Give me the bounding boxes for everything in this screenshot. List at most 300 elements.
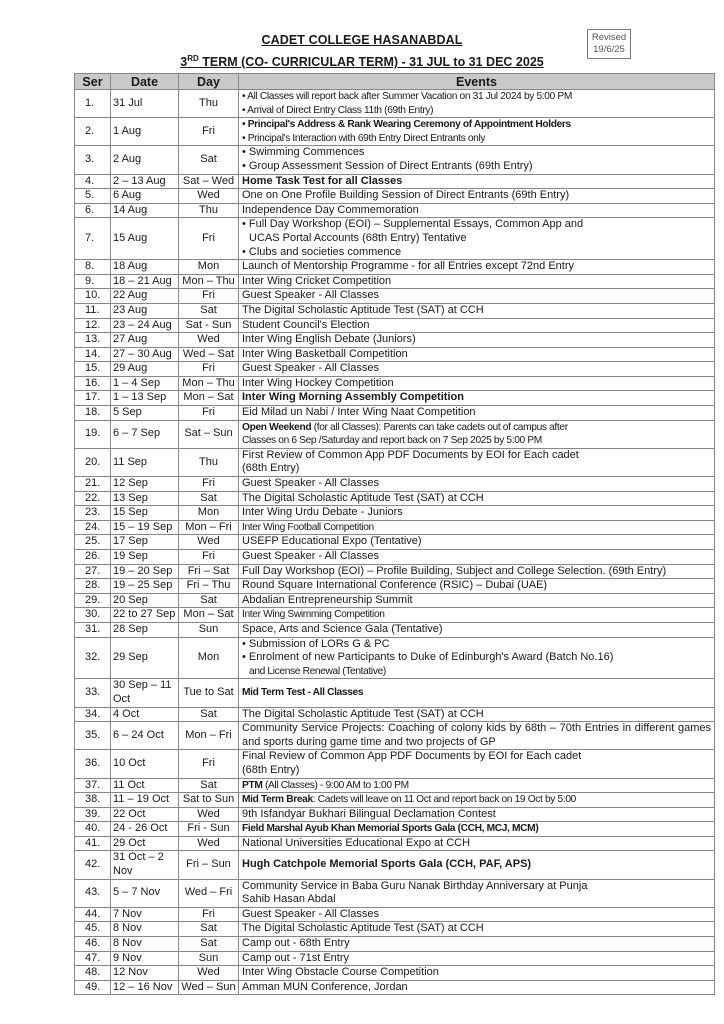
event-line	[242, 362, 711, 376]
day-cell: Fri	[179, 477, 239, 492]
day-cell: Mon – Sat	[179, 391, 239, 406]
ser-cell: 15.	[75, 362, 111, 377]
day-cell: Wed	[179, 836, 239, 851]
date-cell: 6 Aug	[111, 189, 179, 204]
term-range: TERM (CO- CURRICULAR TERM) - 31 JUL to 31 DEC 2025	[198, 55, 544, 70]
event-text: Guest Speaker - All Classes	[242, 289, 379, 302]
date-cell: 1 Aug	[111, 118, 179, 146]
event-line	[242, 750, 711, 764]
event-text: • Full Day Workshop (EOI) – Supplemental Essays, Common App and	[242, 218, 584, 231]
events-cell	[239, 907, 715, 922]
day-cell: Fri	[179, 750, 239, 778]
schedule-table	[74, 73, 715, 995]
ser-cell: 28.	[75, 579, 111, 594]
events-cell	[239, 836, 715, 851]
event-line	[242, 550, 711, 564]
event-line	[242, 966, 711, 980]
date-cell: 20 Sep	[111, 593, 179, 608]
table-row	[75, 333, 715, 348]
event-line	[242, 764, 711, 778]
event-line	[242, 275, 711, 289]
table-row	[75, 879, 715, 907]
table-row	[75, 203, 715, 218]
event-line	[242, 952, 711, 966]
revised-label: Revised	[591, 32, 627, 43]
event-text: UCAS Portal Accounts (68th Entry) Tentative	[249, 231, 467, 244]
date-cell: 27 Aug	[111, 333, 179, 348]
event-line	[242, 638, 711, 652]
table-row	[75, 477, 715, 492]
event-bold-text: PTM	[242, 779, 263, 791]
ser-cell: 2.	[75, 118, 111, 146]
ser-cell: 37.	[75, 778, 111, 793]
revised-date: 19/6/25	[593, 44, 625, 55]
event-line	[242, 434, 711, 448]
event-bold-text: Hugh Catchpole Memorial Sports Gala (CCH, PAF, APS)	[242, 858, 532, 871]
event-line	[242, 319, 711, 333]
event-text: (68th Entry)	[242, 462, 300, 475]
table-row	[75, 980, 715, 995]
day-cell: Sat	[179, 937, 239, 952]
events-cell	[239, 564, 715, 579]
event-line	[242, 118, 711, 132]
table-row	[75, 420, 715, 448]
event-text: Abdalian Entrepreneurship Summit	[242, 593, 413, 606]
event-line	[242, 594, 711, 608]
table-row	[75, 608, 715, 623]
schedule-rows	[75, 90, 715, 995]
events-cell	[239, 822, 715, 837]
event-line	[242, 981, 711, 995]
event-line	[242, 246, 711, 260]
ser-cell: 42.	[75, 851, 111, 879]
events-cell	[239, 174, 715, 189]
table-row	[75, 189, 715, 204]
event-line	[242, 90, 711, 104]
event-line	[242, 858, 711, 872]
events-cell	[239, 637, 715, 679]
ser-cell: 27.	[75, 564, 111, 579]
table-row	[75, 391, 715, 406]
ser-cell: 43.	[75, 879, 111, 907]
event-text: Community Service Projects: Coaching of colony kids by 68th – 70th Entries in different games and sports during game time and two projects of GP	[242, 722, 711, 748]
ser-cell: 6.	[75, 203, 111, 218]
term-number: 3	[180, 55, 188, 70]
event-text: Sahib Hasan Abdal	[242, 893, 336, 906]
day-cell: Wed	[179, 966, 239, 981]
event-text: Inter Wing Swimming Competition	[242, 609, 385, 621]
events-cell	[239, 579, 715, 594]
event-line	[242, 506, 711, 520]
event-line	[242, 922, 711, 936]
ser-cell: 34.	[75, 707, 111, 722]
event-text: Amman MUN Conference, Jordan	[242, 980, 408, 993]
table-row	[75, 966, 715, 981]
events-cell	[239, 851, 715, 879]
date-cell: 28 Sep	[111, 622, 179, 637]
day-cell: Mon – Thu	[179, 274, 239, 289]
day-cell: Fri – Sun	[179, 851, 239, 879]
date-cell: 12 Nov	[111, 966, 179, 981]
events-cell	[239, 951, 715, 966]
date-cell: 11 Sep	[111, 448, 179, 476]
event-text: Student Council's Election	[242, 318, 370, 331]
event-line	[242, 232, 711, 246]
table-row	[75, 807, 715, 822]
day-cell: Sat	[179, 146, 239, 174]
events-cell	[239, 189, 715, 204]
date-cell: 24 - 26 Oct	[111, 822, 179, 837]
events-cell	[239, 679, 715, 707]
event-line	[242, 565, 711, 579]
events-cell	[239, 922, 715, 937]
date-cell: 19 – 20 Sep	[111, 564, 179, 579]
table-row	[75, 146, 715, 174]
day-cell: Sun	[179, 622, 239, 637]
table-row	[75, 318, 715, 333]
table-row	[75, 448, 715, 476]
event-text: Guest Speaker - All Classes	[242, 907, 379, 920]
day-cell: Fri	[179, 118, 239, 146]
event-text: Launch of Mentorship Programme - for all Entries except 72nd Entry	[242, 260, 574, 273]
event-bold-text: Open Weekend	[242, 421, 312, 433]
table-row	[75, 579, 715, 594]
ser-cell: 31.	[75, 622, 111, 637]
table-row	[75, 174, 715, 189]
ser-cell: 26.	[75, 550, 111, 565]
date-cell: 18 Aug	[111, 260, 179, 275]
table-row	[75, 274, 715, 289]
date-cell: 8 Nov	[111, 937, 179, 952]
event-line	[242, 623, 711, 637]
event-text: • Arrival of Direct Entry Class 11th (69th Entry)	[242, 104, 434, 116]
day-cell: Thu	[179, 90, 239, 118]
event-line	[242, 722, 711, 749]
event-line	[242, 665, 711, 679]
day-cell: Mon	[179, 637, 239, 679]
table-row	[75, 506, 715, 521]
event-text: • Clubs and societies commence	[242, 245, 402, 258]
table-row	[75, 218, 715, 260]
event-text: Inter Wing Football Competition	[242, 521, 374, 533]
event-line	[242, 132, 711, 146]
event-text: (All Classes) - 9:00 AM to 1:00 PM	[262, 779, 409, 791]
event-text: Independence Day Commemoration	[242, 203, 419, 216]
ser-cell: 30.	[75, 608, 111, 623]
date-cell: 19 – 25 Sep	[111, 579, 179, 594]
date-cell: 5 Sep	[111, 406, 179, 421]
event-text: Inter Wing Cricket Competition	[242, 274, 392, 287]
event-text: The Digital Scholastic Aptitude Test (SAT) at CCH	[242, 491, 484, 504]
event-line	[242, 204, 711, 218]
table-row	[75, 303, 715, 318]
event-bold-text: Mid Term Test - All Classes	[242, 687, 364, 699]
table-row	[75, 851, 715, 879]
event-text: • Enrolment of new Participants to Duke of Edinburgh's Award (Batch No.16)	[242, 651, 614, 664]
events-cell	[239, 118, 715, 146]
event-line	[242, 175, 711, 189]
ser-cell: 29.	[75, 593, 111, 608]
events-cell	[239, 593, 715, 608]
day-cell: Fri	[179, 289, 239, 304]
ser-cell: 11.	[75, 303, 111, 318]
event-line	[242, 462, 711, 476]
table-header-row	[75, 74, 715, 90]
ser-cell: 5.	[75, 189, 111, 204]
ser-cell: 17.	[75, 391, 111, 406]
date-cell: 14 Aug	[111, 203, 179, 218]
event-text: The Digital Scholastic Aptitude Test (SAT) at CCH	[242, 707, 484, 720]
day-cell: Fri - Sun	[179, 822, 239, 837]
table-row	[75, 535, 715, 550]
date-cell: 5 – 7 Nov	[111, 879, 179, 907]
header-date: Date	[111, 74, 179, 90]
events-cell	[239, 535, 715, 550]
event-bold-text: Mid Term Break	[242, 794, 313, 806]
day-cell: Wed	[179, 189, 239, 204]
events-cell	[239, 550, 715, 565]
event-text: 9th Isfandyar Bukhari Bilingual Declamation Contest	[242, 807, 496, 820]
event-text: • All Classes will report back after Summer Vacation on 31 Jul 2024 by 5:00 PM	[242, 91, 572, 102]
date-cell: 19 Sep	[111, 550, 179, 565]
day-cell: Sat to Sun	[179, 793, 239, 808]
events-cell	[239, 707, 715, 722]
event-line	[242, 908, 711, 922]
events-cell	[239, 146, 715, 174]
ser-cell: 36.	[75, 750, 111, 778]
day-cell: Thu	[179, 203, 239, 218]
event-line	[242, 289, 711, 303]
date-cell: 22 Aug	[111, 289, 179, 304]
day-cell: Sat	[179, 593, 239, 608]
day-cell: Sat – Sun	[179, 420, 239, 448]
day-cell: Wed	[179, 535, 239, 550]
event-text: (68th Entry)	[242, 763, 300, 776]
events-cell	[239, 937, 715, 952]
table-row	[75, 836, 715, 851]
date-cell: 18 – 21 Aug	[111, 274, 179, 289]
date-cell: 8 Nov	[111, 922, 179, 937]
day-cell: Thu	[179, 448, 239, 476]
header-day: Day	[179, 74, 239, 90]
event-line	[242, 189, 711, 203]
day-cell: Wed	[179, 807, 239, 822]
event-text: Classes on 6 Sep /Saturday and report back on 7 Sep 2025 by 5:00 PM	[242, 435, 542, 447]
events-cell	[239, 807, 715, 822]
ser-cell: 9.	[75, 274, 111, 289]
day-cell: Sat - Sun	[179, 318, 239, 333]
events-cell	[239, 966, 715, 981]
event-text: Camp out - 68th Entry	[242, 937, 350, 950]
ser-cell: 45.	[75, 922, 111, 937]
day-cell: Mon – Sat	[179, 608, 239, 623]
revised-stamp	[587, 29, 631, 59]
event-text: • Group Assessment Session of Direct Entrants (69th Entry)	[242, 159, 533, 172]
date-cell: 12 – 16 Nov	[111, 980, 179, 995]
events-cell	[239, 260, 715, 275]
events-cell	[239, 391, 715, 406]
date-cell: 2 – 13 Aug	[111, 174, 179, 189]
event-text: National Universities Educational Expo at CCH	[242, 836, 471, 849]
day-cell: Mon – Thu	[179, 376, 239, 391]
ser-cell: 1.	[75, 90, 111, 118]
table-row	[75, 679, 715, 707]
event-text: Community Service in Baba Guru Nanak Birthday Anniversary at Punja	[242, 879, 588, 892]
ser-cell: 49.	[75, 980, 111, 995]
ser-cell: 40.	[75, 822, 111, 837]
day-cell: Sat	[179, 707, 239, 722]
event-text: and License Renewal (Tentative)	[249, 665, 386, 677]
table-row	[75, 593, 715, 608]
day-cell: Fri	[179, 907, 239, 922]
date-cell: 2 Aug	[111, 146, 179, 174]
event-text: Guest Speaker - All Classes	[242, 477, 379, 490]
events-cell	[239, 90, 715, 118]
ser-cell: 10.	[75, 289, 111, 304]
event-text: Inter Wing Urdu Debate - Juniors	[242, 506, 403, 519]
event-text: Camp out - 71st Entry	[242, 951, 349, 964]
event-line	[242, 535, 711, 549]
ser-cell: 20.	[75, 448, 111, 476]
event-text: : Cadets will leave on 11 Oct and report back on 19 Oct by 5:00	[312, 794, 576, 806]
events-cell	[239, 980, 715, 995]
date-cell: 29 Oct	[111, 836, 179, 851]
event-line	[242, 104, 711, 118]
event-text: Inter Wing Obstacle Course Competition	[242, 966, 439, 979]
day-cell: Mon – Fri	[179, 722, 239, 750]
event-line	[242, 406, 711, 420]
date-cell: 1 – 13 Sep	[111, 391, 179, 406]
ser-cell: 18.	[75, 406, 111, 421]
ser-cell: 44.	[75, 907, 111, 922]
events-cell	[239, 333, 715, 348]
date-cell: 1 – 4 Sep	[111, 376, 179, 391]
day-cell: Wed	[179, 333, 239, 348]
event-text: Space, Arts and Science Gala (Tentative)	[242, 622, 443, 635]
event-line	[242, 160, 711, 174]
event-text: USEFP Educational Expo (Tentative)	[242, 535, 422, 548]
table-row	[75, 922, 715, 937]
event-text: • Swimming Commences	[242, 146, 365, 159]
day-cell: Fri	[179, 362, 239, 377]
ser-cell: 24.	[75, 520, 111, 535]
ser-cell: 8.	[75, 260, 111, 275]
events-cell	[239, 506, 715, 521]
ser-cell: 16.	[75, 376, 111, 391]
events-cell	[239, 274, 715, 289]
header-events: Events	[239, 74, 715, 90]
table-row	[75, 347, 715, 362]
events-cell	[239, 622, 715, 637]
ser-cell: 35.	[75, 722, 111, 750]
ser-cell: 22.	[75, 491, 111, 506]
date-cell: 7 Nov	[111, 907, 179, 922]
event-line	[242, 651, 711, 665]
ser-cell: 48.	[75, 966, 111, 981]
table-row	[75, 289, 715, 304]
ser-cell: 12.	[75, 318, 111, 333]
events-cell	[239, 608, 715, 623]
event-bold-text: Field Marshal Ayub Khan Memorial Sports Gala (CCH, MCJ, MCM)	[242, 823, 539, 835]
event-line	[242, 779, 711, 793]
date-cell: 27 – 30 Aug	[111, 347, 179, 362]
event-line	[242, 686, 711, 700]
date-cell: 23 Aug	[111, 303, 179, 318]
event-line	[242, 893, 711, 907]
event-text: • Submission of LORs G & PC	[242, 637, 390, 650]
date-cell: 4 Oct	[111, 707, 179, 722]
ser-cell: 39.	[75, 807, 111, 822]
ser-cell: 32.	[75, 637, 111, 679]
table-row	[75, 722, 715, 750]
ser-cell: 38.	[75, 793, 111, 808]
ser-cell: 23.	[75, 506, 111, 521]
event-text: Round Square International Conference (RSIC) – Dubai (UAE)	[242, 579, 548, 592]
table-row	[75, 260, 715, 275]
events-cell	[239, 303, 715, 318]
events-cell	[239, 406, 715, 421]
events-cell	[239, 218, 715, 260]
table-row	[75, 90, 715, 118]
event-line	[242, 348, 711, 362]
date-cell: 6 – 24 Oct	[111, 722, 179, 750]
day-cell: Sun	[179, 951, 239, 966]
events-cell	[239, 420, 715, 448]
event-text: Inter Wing Basketball Competition	[242, 347, 408, 360]
day-cell: Fri	[179, 406, 239, 421]
event-text: Full Day Workshop (EOI) – Profile Building, Subject and College Selection. (69th Entry)	[242, 564, 667, 577]
events-cell	[239, 477, 715, 492]
ser-cell: 4.	[75, 174, 111, 189]
ser-cell: 7.	[75, 218, 111, 260]
event-line	[242, 421, 711, 435]
day-cell: Sat	[179, 922, 239, 937]
date-cell: 12 Sep	[111, 477, 179, 492]
event-text: Inter Wing English Debate (Juniors)	[242, 333, 416, 346]
ser-cell: 41.	[75, 836, 111, 851]
event-line	[242, 837, 711, 851]
day-cell: Fri	[179, 218, 239, 260]
ser-cell: 47.	[75, 951, 111, 966]
table-row	[75, 550, 715, 565]
event-line	[242, 218, 711, 232]
table-row	[75, 564, 715, 579]
table-row	[75, 951, 715, 966]
day-cell: Tue to Sat	[179, 679, 239, 707]
date-cell: 11 Oct	[111, 778, 179, 793]
table-row	[75, 637, 715, 679]
date-cell: 31 Jul	[111, 90, 179, 118]
events-cell	[239, 203, 715, 218]
table-row	[75, 750, 715, 778]
day-cell: Wed – Sun	[179, 980, 239, 995]
date-cell: 13 Sep	[111, 491, 179, 506]
event-text: First Review of Common App PDF Documents by EOI for Each cadet	[242, 448, 579, 461]
event-text: (for all Classes): Parents can take cadets out of campus after	[311, 421, 568, 433]
event-line	[242, 333, 711, 347]
day-cell: Fri	[179, 550, 239, 565]
events-cell	[239, 750, 715, 778]
event-line	[242, 146, 711, 160]
ser-cell: 19.	[75, 420, 111, 448]
table-row	[75, 907, 715, 922]
event-line	[242, 579, 711, 593]
table-row	[75, 118, 715, 146]
event-text: The Digital Scholastic Aptitude Test (SAT) at CCH	[242, 922, 484, 935]
day-cell: Mon	[179, 260, 239, 275]
date-cell: 15 – 19 Sep	[111, 520, 179, 535]
event-line	[242, 808, 711, 822]
